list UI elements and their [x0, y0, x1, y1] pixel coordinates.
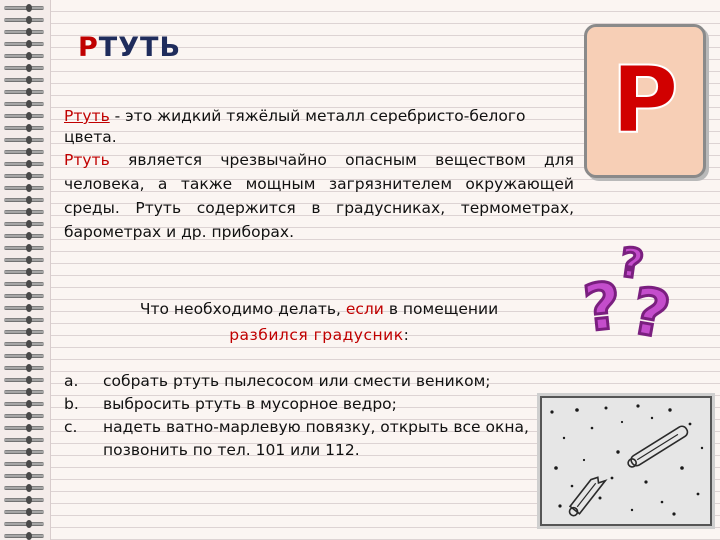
- page-title: РТУТЬ: [78, 32, 182, 63]
- spiral-ring: [4, 390, 44, 394]
- spiral-ring: [4, 366, 44, 370]
- spiral-ring: [4, 126, 44, 130]
- spiral-ring: [4, 138, 44, 142]
- spiral-ring: [4, 402, 44, 406]
- spiral-ring: [4, 258, 44, 262]
- spiral-ring: [4, 438, 44, 442]
- spiral-ring: [4, 270, 44, 274]
- spiral-ring: [4, 18, 44, 22]
- spiral-ring: [4, 66, 44, 70]
- spiral-ring: [4, 498, 44, 502]
- spiral-ring: [4, 318, 44, 322]
- spiral-ring: [4, 462, 44, 466]
- intro-paragraph: [64, 106, 574, 148]
- spiral-ring: [4, 78, 44, 82]
- spiral-ring: [4, 426, 44, 430]
- spiral-ring: [4, 450, 44, 454]
- spiral-ring: [4, 162, 44, 166]
- spiral-ring: [4, 210, 44, 214]
- spiral-ring: [4, 414, 44, 418]
- spiral-ring: [4, 378, 44, 382]
- spiral-binding: [0, 0, 51, 540]
- question-mark-icon: ?: [616, 239, 647, 289]
- letter-tile: Р: [584, 24, 706, 178]
- spiral-ring: [4, 90, 44, 94]
- broken-thermometer-icon: [542, 398, 710, 524]
- question-heading: Что необходимо делать, если в помещении разбился градусник:: [139, 300, 499, 344]
- spiral-ring: [4, 186, 44, 190]
- spiral-ring: [4, 42, 44, 46]
- list-item: b. выбросить ртуть в мусорное ведро;: [64, 395, 397, 413]
- intro-text: - это жидкий тяжёлый металл серебристо-белого цвета.: [64, 107, 526, 146]
- spiral-ring: [4, 510, 44, 514]
- spiral-ring: [4, 54, 44, 58]
- list-item: a. собрать ртуть пылесосом или смести веником;: [64, 372, 491, 390]
- spiral-ring: [4, 306, 44, 310]
- spiral-ring: [4, 486, 44, 490]
- spiral-ring: [4, 282, 44, 286]
- spiral-ring: [4, 342, 44, 346]
- question-mark-icon: ?: [625, 274, 676, 354]
- question-mark-icon: ?: [580, 269, 625, 347]
- spiral-ring: [4, 330, 44, 334]
- thermometer-photo: [540, 396, 712, 526]
- spiral-ring: [4, 6, 44, 10]
- danger-text: является чрезвычайно опасным веществом для человека, а также мощным загрязнителем окружающей среды. Ртуть содержится в градусниках, термометрах, барометрах и др. приборах.: [64, 151, 574, 241]
- spiral-ring: [4, 246, 44, 250]
- danger-paragraph: [64, 148, 574, 244]
- spiral-ring: [4, 30, 44, 34]
- spiral-ring: [4, 114, 44, 118]
- spiral-ring: [4, 102, 44, 106]
- steps-list: [64, 370, 554, 462]
- spiral-ring: [4, 354, 44, 358]
- spiral-ring: [4, 522, 44, 526]
- spiral-ring: [4, 150, 44, 154]
- list-item: c. надеть ватно-марлевую повязку, открыть все окна, позвонить по тел. 101 или 112.: [64, 418, 529, 459]
- spiral-ring: [4, 198, 44, 202]
- spiral-ring: [4, 534, 44, 538]
- spiral-ring: [4, 174, 44, 178]
- spiral-ring: [4, 474, 44, 478]
- spiral-ring: [4, 294, 44, 298]
- danger-term: Ртуть: [64, 151, 110, 169]
- spiral-ring: [4, 222, 44, 226]
- spiral-ring: [4, 234, 44, 238]
- intro-term: Ртуть: [64, 107, 110, 125]
